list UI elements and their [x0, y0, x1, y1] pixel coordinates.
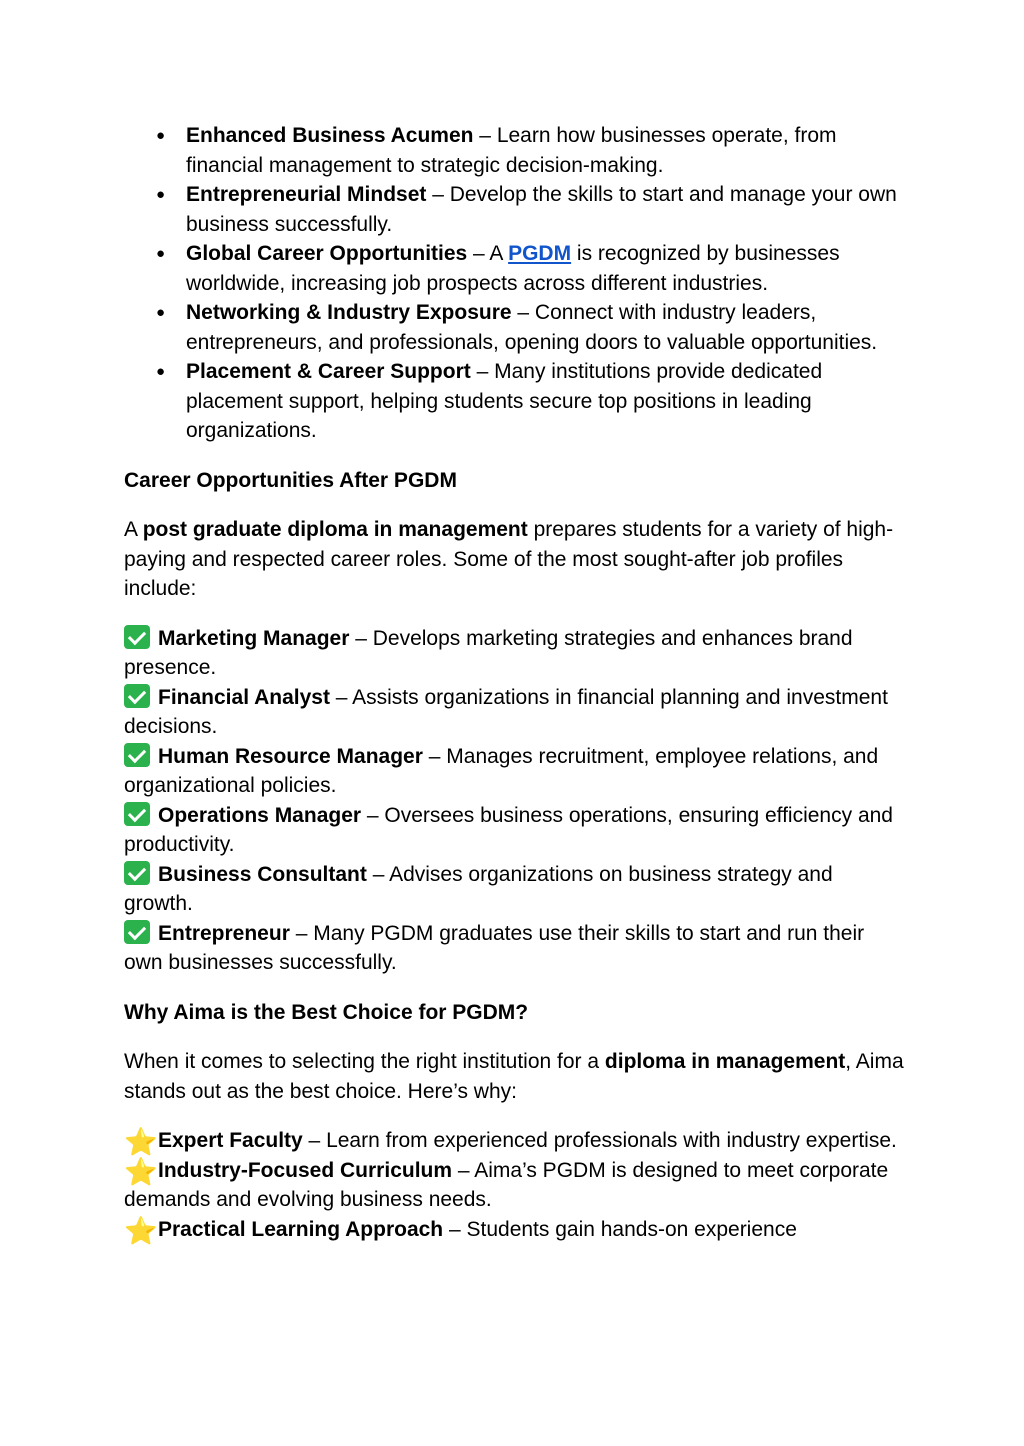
item-text: – Develop the skills to start and manage your own business successfully. — [186, 183, 897, 236]
check-mark-icon — [124, 625, 150, 649]
bullet-icon: ● — [156, 363, 166, 380]
intro-text: , Aima stands out as the best choice. Here’s why: — [124, 1050, 904, 1103]
item-text: – A — [467, 242, 509, 265]
item-text: – Oversees business operations, ensuring efficiency and productivity. — [124, 803, 893, 856]
star-icon: ⭐ — [124, 1156, 158, 1187]
item-text: – Manages recruitment, employee relations, and organizational policies. — [124, 744, 879, 797]
pgdm-link[interactable]: PGDM — [508, 242, 572, 265]
item-title: Entrepreneurial Mindset — [186, 183, 427, 206]
list-item — [124, 239, 904, 298]
intro-text: A — [124, 518, 143, 541]
star-icon: ⭐ — [124, 1215, 158, 1246]
intro-text: When it comes to selecting the right institution for a — [124, 1050, 605, 1073]
item-text: – Many PGDM graduates use their skills to start and run their own businesses successfully. — [124, 921, 865, 974]
list-item — [124, 180, 904, 239]
career-item — [124, 801, 904, 860]
star-icon: ⭐ — [124, 1127, 158, 1157]
career-item — [124, 919, 904, 978]
reason-item — [124, 1215, 904, 1245]
list-item — [124, 298, 904, 357]
item-title: Placement & Career Support — [186, 360, 471, 383]
check-mark-icon — [124, 802, 150, 826]
list-item — [124, 121, 904, 180]
item-text: – Students gain hands-on experience — [443, 1217, 797, 1241]
check-mark-icon — [124, 684, 150, 708]
item-title: Financial Analyst — [158, 685, 330, 709]
item-title: Operations Manager — [158, 803, 362, 827]
item-title: Practical Learning Approach — [158, 1217, 444, 1241]
item-title: Expert Faculty — [158, 1129, 303, 1152]
item-title: Entrepreneur — [158, 921, 290, 945]
benefits-list — [124, 121, 904, 446]
item-text: – Connect with industry leaders, entrepreneurs, and professionals, opening doors to valuable opportunities. — [186, 301, 878, 354]
item-text: – Assists organizations in financial planning and investment decisions. — [124, 685, 888, 738]
career-item — [124, 860, 904, 919]
section-intro — [124, 1047, 904, 1106]
reason-item — [124, 1126, 904, 1156]
check-mark-icon — [124, 920, 150, 944]
item-text: – Many institutions provide dedicated placement support, helping students secure top positions in leading organizations. — [186, 360, 823, 442]
intro-bold: post graduate diploma in management — [142, 518, 528, 541]
item-text: is recognized by businesses worldwide, increasing job prospects across different industries. — [186, 242, 840, 295]
item-title: Enhanced Business Acumen — [186, 124, 474, 147]
career-item — [124, 683, 904, 742]
reason-item — [124, 1156, 904, 1215]
check-mark-icon — [124, 861, 150, 885]
item-text: – Advises organizations on business strategy and growth. — [124, 862, 833, 915]
reasons-list — [124, 1126, 904, 1244]
check-mark-icon — [124, 743, 150, 767]
item-title: Human Resource Manager — [158, 744, 423, 768]
item-title: Industry-Focused Curriculum — [158, 1158, 453, 1182]
bullet-icon: ● — [156, 127, 166, 144]
item-text: – Learn from experienced professionals with industry expertise. — [302, 1129, 897, 1152]
career-item — [124, 742, 904, 801]
item-text: – Develops marketing strategies and enhances brand presence. — [124, 626, 853, 679]
document-page — [124, 121, 904, 1244]
list-item — [124, 357, 904, 446]
section-heading: Why Aima is the Best Choice for PGDM? — [124, 1000, 529, 1024]
bullet-icon: ● — [156, 186, 166, 203]
intro-text: prepares students for a variety of high-paying and respected career roles. Some of the most sought-after job profiles include: — [124, 518, 894, 600]
intro-bold: diploma in management — [604, 1050, 846, 1073]
section-intro — [124, 515, 904, 604]
item-text: – Learn how businesses operate, from financial management to strategic decision-making. — [186, 124, 837, 177]
item-title: Global Career Opportunities — [186, 242, 468, 265]
section-heading: Career Opportunities After PGDM — [124, 468, 457, 492]
careers-list — [124, 624, 904, 978]
item-title: Marketing Manager — [158, 626, 350, 650]
item-title: Business Consultant — [158, 862, 367, 886]
bullet-icon: ● — [156, 304, 166, 321]
bullet-icon: ● — [156, 245, 166, 262]
item-title: Networking & Industry Exposure — [186, 301, 512, 324]
career-item — [124, 624, 904, 683]
item-text: – Aima’s PGDM is designed to meet corporate demands and evolving business needs. — [124, 1158, 889, 1211]
